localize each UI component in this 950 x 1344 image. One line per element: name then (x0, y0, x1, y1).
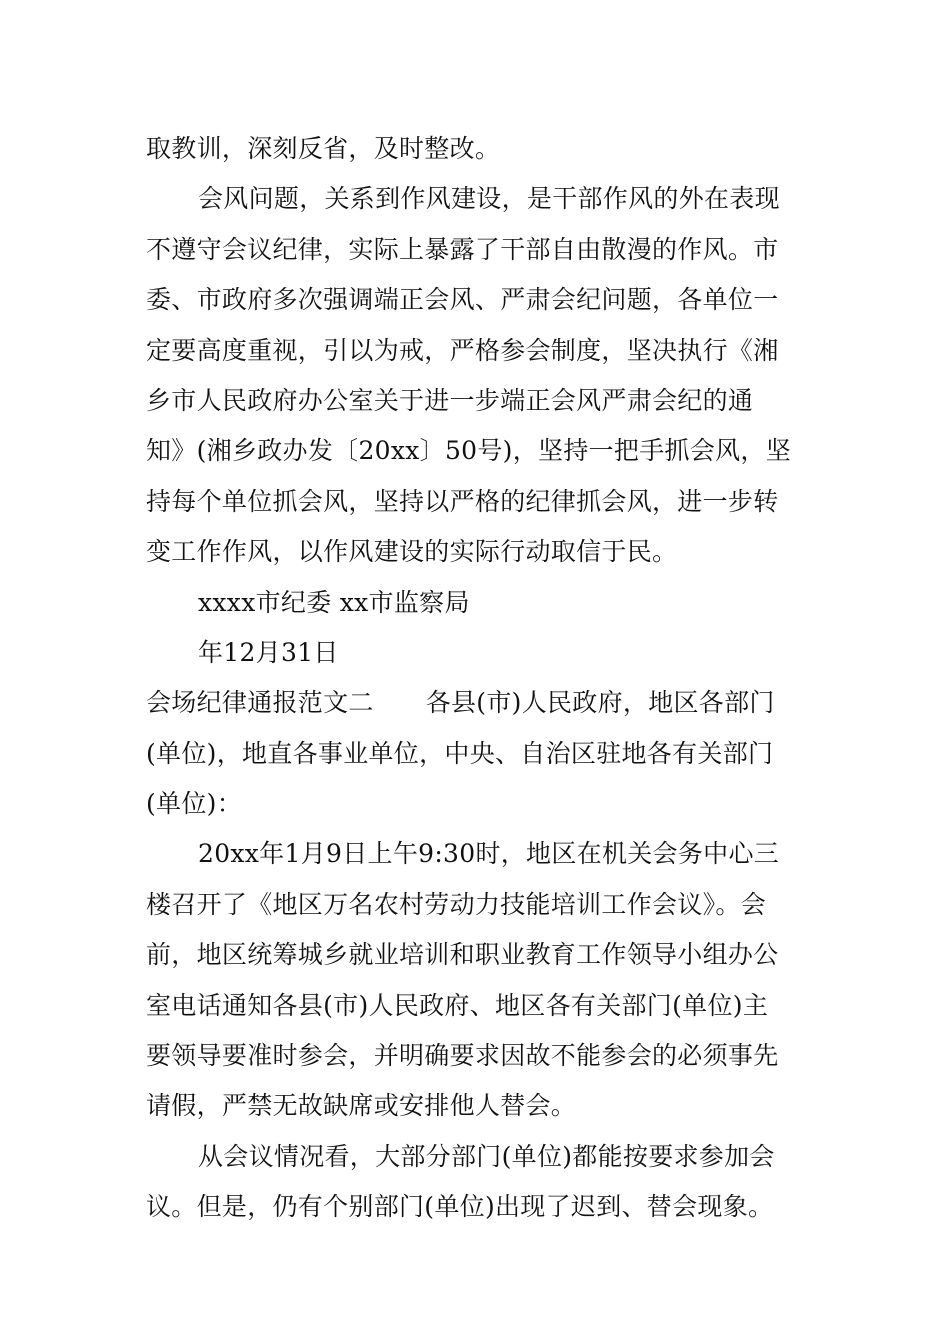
text-line-18: 室电话通知各县(市)人民政府、地区各有关部门(单位)主 (146, 990, 769, 1020)
text-line-6: 乡市人民政府办公室关于进一步端正会风严肃会纪的通 (146, 385, 754, 415)
text-line-13: (单位)，地直各事业单位，中央、自治区驻地各有关部门 (146, 738, 774, 768)
text-line-15: 20xx年1月9日上午9:30时，地区在机关会务中心三 (198, 839, 780, 869)
text-line-9: 变工作作风，以作风建设的实际行动取信于民。 (146, 537, 678, 567)
section-two-title: 会场纪律通报范文二 (146, 688, 374, 718)
signature-line: xxxx市纪委 xx市监察局 (198, 587, 470, 617)
text-line-8: 持每个单位抓会风，坚持以严格的纪律抓会风，进一步转 (146, 486, 779, 516)
text-line-4: 委、市政府多次强调端正会风、严肃会纪问题，各单位一 (146, 285, 779, 315)
text-line-2: 会风问题，关系到作风建设，是干部作风的外在表现 (198, 184, 780, 214)
date-line: 年12月31日 (198, 637, 339, 667)
text-line-17: 前，地区统筹城乡就业培训和职业教育工作领导小组办公 (146, 940, 779, 970)
text-line-22: 议。但是，仍有个别部门(单位)出现了迟到、替会现象。 (146, 1192, 774, 1222)
text-line-20: 请假，严禁无故缺席或安排他人替会。 (146, 1091, 577, 1121)
text-line-7: 知》(湘乡政办发〔20xx〕50号)，坚持一把手抓会风，坚 (146, 436, 792, 466)
text-line-21: 从会议情况看，大部分部门(单位)都能按要求参加会 (198, 1141, 775, 1171)
text-line-16: 楼召开了《地区万名农村劳动力技能培训工作会议》。会 (146, 889, 767, 919)
section-two-first-line: 各县(市)人民政府，地区各部门 (425, 688, 775, 718)
document-page (146, 124, 808, 1233)
text-line-5: 定要高度重视，引以为戒，严格参会制度，坚决执行《湘 (146, 335, 779, 365)
section-two-heading-line (146, 678, 808, 728)
text-line-14: (单位)： (146, 789, 243, 819)
text-line-3: 不遵守会议纪律，实际上暴露了干部自由散漫的作风。市 (146, 234, 779, 264)
text-line-1: 取教训，深刻反省，及时整改。 (146, 134, 501, 163)
text-line-19: 要领导要准时参会，并明确要求因故不能参会的必须事先 (146, 1041, 779, 1071)
